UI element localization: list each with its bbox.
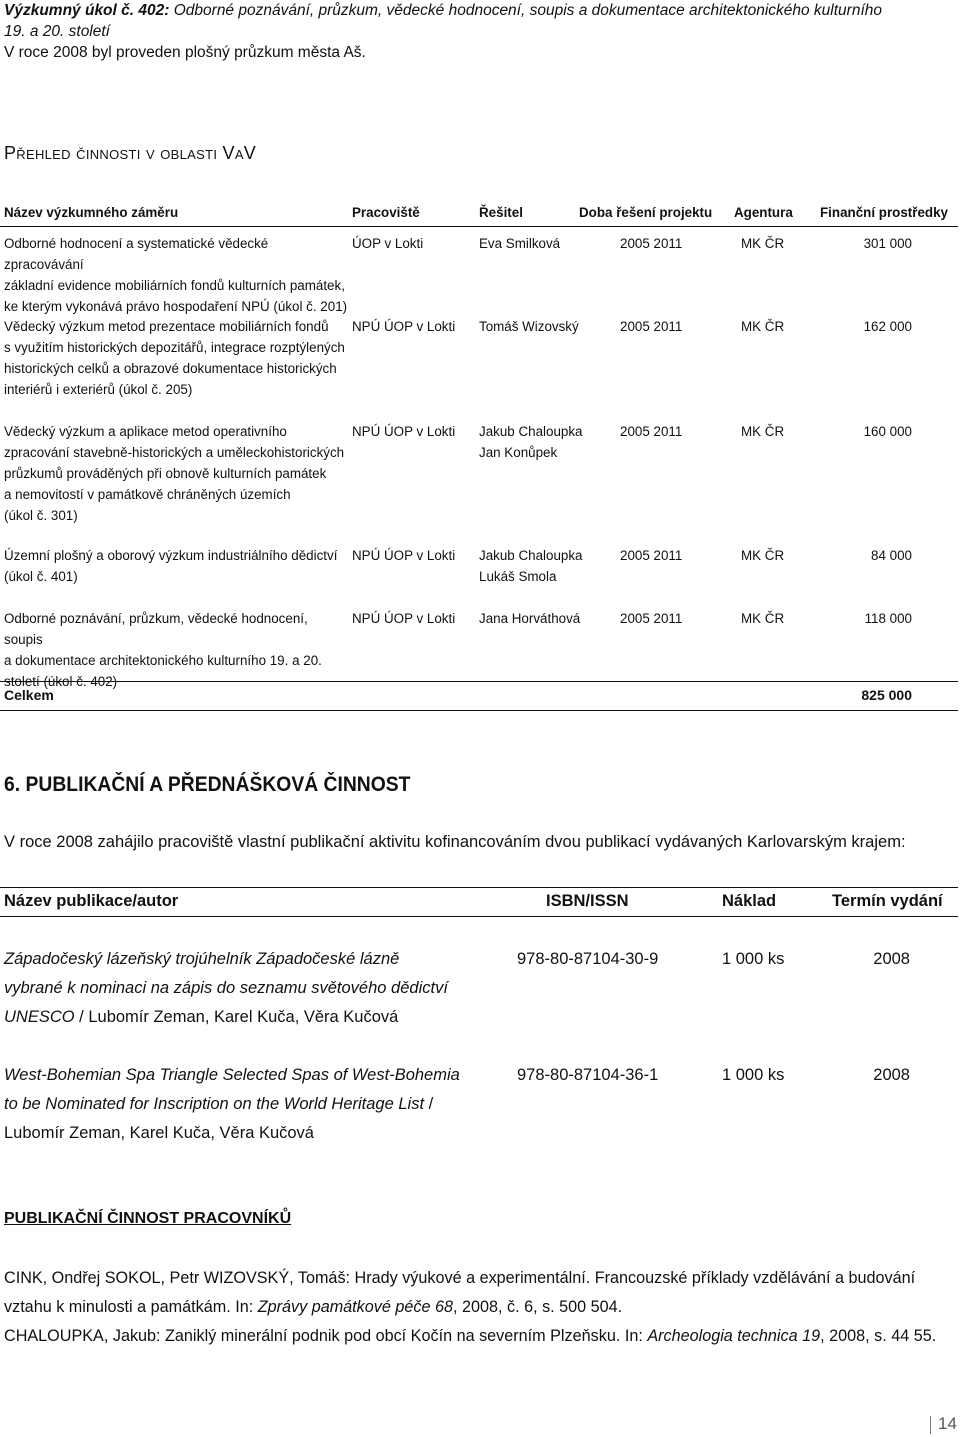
vav-row-1-name: Odborné hodnocení a systematické vědecké zpracovávání základní evidence mobiliárních fondů kulturních památek, ke kterým vykonává právo hospodaření NPÚ (úkol č. 201): [4, 236, 348, 314]
vav-row-3-funds: 160 000: [863, 424, 912, 439]
vav-row-5-researcher: Jana Horváthová: [479, 611, 581, 626]
vav-row-1-workplace: ÚOP v Lokti: [352, 236, 424, 251]
pub-2-isbn: 978-80-87104-36-1: [517, 1066, 659, 1084]
vav-total-rule-bottom: [0, 710, 958, 711]
vav-row-2-name: Vědecký výzkum metod prezentace mobiliárních fondů s využitím historických depozitářů, integrace rozptýlených historických celků a obrazové dokumentace historických interiérů i exteriérů (úkol č. 205): [4, 319, 345, 397]
vav-row-2-funds: 162 000: [863, 319, 912, 334]
vav-row-5-agency: MK ČR: [741, 611, 785, 626]
task-number: 402:: [138, 2, 170, 19]
pub-2-print-run: 1 000 ks: [722, 1066, 785, 1084]
pub-2-title: West-Bohemian Spa Triangle Selected Spas of West-Bohemia to be Nominated for Inscription on the World Heritage List / Lubomír Zeman, Karel Kuča, Věra Kučová: [4, 1066, 460, 1142]
vav-row-3-agency: MK ČR: [741, 424, 785, 439]
vav-row-4-funds: 84 000: [871, 548, 912, 563]
task-title-line2: 19. a 20. století: [4, 23, 110, 40]
vav-row-4-workplace: NPÚ ÚOP v Lokti: [352, 548, 456, 563]
pub-1-isbn: 978-80-87104-30-9: [517, 950, 659, 968]
vav-total-value: 825 000: [861, 687, 912, 703]
section6-intro: V roce 2008 zahájilo pracoviště vlastní publikační aktivitu kofinancováním dvou publikací vydávaných Karlovarským krajem:: [4, 833, 906, 851]
vav-row-5-funds: 118 000: [864, 611, 912, 626]
vav-col-agency: Agentura: [734, 205, 793, 220]
vav-row-2-workplace: NPÚ ÚOP v Lokti: [352, 319, 456, 334]
vav-heading: Přehled činnosti v oblasti VaV: [4, 143, 257, 163]
pub-1-title: Západočeský lázeňský trojúhelník Západočeské lázně vybrané k nominaci na zápis do seznamu světového dědictví UNESCO / Lubomír Zeman, Karel Kuča, Věra Kučová: [4, 950, 448, 1026]
task-label: Výzkumný úkol č.: [4, 2, 135, 19]
section6-heading: 6. PUBLIKAČNÍ A PŘEDNÁŠKOVÁ ČINNOST: [4, 773, 411, 796]
task-title-line1: Odborné poznávání, průzkum, vědecké hodnocení, soupis a dokumentace architektonického kulturního: [173, 2, 883, 19]
pub-header-rule-top: [0, 887, 958, 888]
vav-col-funds: Finanční prostředky: [820, 205, 948, 220]
page-number: 14: [938, 1414, 957, 1433]
vav-row-1-agency: MK ČR: [741, 236, 785, 251]
vav-row-1-researcher: Eva Smilková: [479, 236, 561, 251]
pub-header-rule-bottom: [0, 916, 958, 917]
vav-row-1-period: 2005 2011: [620, 236, 683, 251]
staff-publications-heading: PUBLIKAČNÍ ČINNOST PRACOVNÍKŮ: [4, 1210, 292, 1227]
vav-row-1-funds: 301 000: [863, 236, 912, 251]
vav-row-2-agency: MK ČR: [741, 319, 785, 334]
vav-row-3-researchers: Jakub Chaloupka Jan Konůpek: [479, 424, 583, 460]
vav-total-rule-top: [0, 681, 958, 682]
vav-row-3-name: Vědecký výzkum a aplikace metod operativního zpracování stavebně-historických a uměleckohistorických průzkumů prováděných při obnově kulturních památek a nemovitostí v památkově chráněných územích (úkol č. 301): [4, 424, 345, 523]
vav-col-period: Doba řešení projektu: [579, 205, 713, 220]
vav-row-4-agency: MK ČR: [741, 548, 785, 563]
vav-row-2-period: 2005 2011: [620, 319, 683, 334]
vav-col-name: Název výzkumného záměru: [4, 205, 179, 220]
vav-col-researcher: Řešitel: [479, 205, 523, 220]
vav-row-2-researcher: Tomáš Wizovský: [479, 319, 579, 334]
pub-col-print-run: Náklad: [722, 892, 777, 910]
survey-note: V roce 2008 byl proveden plošný průzkum města Aš.: [4, 44, 366, 61]
page-number-divider: [930, 1416, 931, 1434]
vav-row-3-period: 2005 2011: [620, 424, 683, 439]
vav-row-4-name: Územní plošný a oborový výzkum industriálního dědictví (úkol č. 401): [4, 548, 338, 584]
bib-entry-2: CHALOUPKA, Jakub: Zaniklý minerální podnik pod obcí Kočín na severním Plzeňsku. In: Archeologia technica 19, 2008, s. 44 55.: [4, 1327, 937, 1345]
pub-1-year: 2008: [873, 950, 910, 968]
pub-col-release: Termín vydání: [832, 892, 943, 910]
intro-block: [4, 0, 882, 63]
vav-row-5-workplace: NPÚ ÚOP v Lokti: [352, 611, 456, 626]
vav-row-5-name: Odborné poznávání, průzkum, vědecké hodnocení, soupis a dokumentace architektonického kulturního 19. a 20. století (úkol č. 402): [4, 611, 322, 689]
pub-1-print-run: 1 000 ks: [722, 950, 785, 968]
pub-col-isbn: ISBN/ISSN: [546, 892, 629, 910]
vav-header-rule: [0, 226, 958, 227]
task-line: [4, 0, 882, 21]
vav-row-4-period: 2005 2011: [620, 548, 683, 563]
pub-col-title: Název publikace/autor: [4, 892, 179, 910]
vav-col-workplace: Pracoviště: [352, 205, 420, 220]
vav-row-4-researchers: Jakub Chaloupka Lukáš Smola: [479, 548, 583, 584]
vav-row-3-workplace: NPÚ ÚOP v Lokti: [352, 424, 456, 439]
bib-entry-1: CINK, Ondřej SOKOL, Petr WIZOVSKÝ, Tomáš: Hrady výukové a experimentální. Francouzské příklady vzdělávání a budování vztahu k minulosti a památkám. In: Zprávy památkové péče 68, 2008, č. 6, s. 500 504.: [4, 1269, 916, 1316]
vav-total-label: Celkem: [4, 687, 54, 703]
vav-row-5-period: 2005 2011: [620, 611, 683, 626]
pub-2-year: 2008: [873, 1066, 910, 1084]
